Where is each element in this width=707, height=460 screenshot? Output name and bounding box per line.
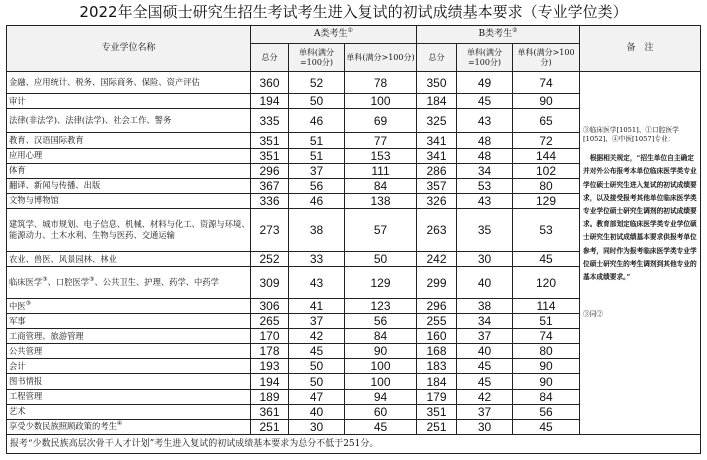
program-name-cell — [7, 344, 251, 359]
a-single-100-cell: 50 — [289, 94, 345, 109]
a-single-100-cell: 46 — [289, 109, 345, 133]
note-n2: 根据相关规定，“招生单位自主确定并对外公布报考本单位临床医学类专业学位硕士研究生进入复试的初试成绩要求，以及接受报考其他单位临床医学类专业学位硕士研究生调剂的初试成绩要求。教育部划定临床医学类专业学位硕士研究生初试成绩基本要求供报考单位参考，同时作为报考临床医学类专业学位硕士研究生的考生调剂到其他专业的基本成绩要求。” — [583, 154, 697, 282]
b-single-over-100-cell: 80 — [513, 178, 580, 193]
b-total-cell: 251 — [417, 419, 457, 434]
a-single-over-100-cell: 78 — [345, 72, 417, 94]
program-name: 教育、汉语国际教育 — [9, 135, 84, 145]
program-name: 军事 — [9, 315, 26, 326]
a-single-100-cell: 40 — [289, 404, 345, 419]
b-single-over-100-cell: 45 — [513, 251, 580, 266]
b-total-cell: 351 — [417, 404, 457, 419]
column-header-a-single-100: 单科(满分=100分) — [289, 44, 345, 72]
program-name-cell — [7, 163, 251, 178]
a-single-100-cell: 52 — [289, 72, 345, 94]
b-single-100-cell: 43 — [457, 193, 513, 208]
b-single-over-100-cell: 129 — [513, 193, 580, 208]
program-name-cell — [7, 389, 251, 404]
program-name-cell — [7, 267, 251, 299]
program-name: 享受少数民族照顾政策的考生 — [9, 421, 117, 432]
b-single-100-cell: 37 — [457, 329, 513, 344]
b-single-100-cell: 34 — [457, 314, 513, 329]
b-total-cell: 350 — [417, 72, 457, 94]
a-single-over-100-cell: 90 — [345, 344, 417, 359]
b-single-over-100-cell: 90 — [513, 94, 580, 109]
a-total-cell: 189 — [251, 389, 289, 404]
b-total-cell: 341 — [417, 133, 457, 148]
program-name-cell — [7, 404, 251, 419]
footnote-mark: ③ — [89, 276, 95, 284]
b-total-cell: 296 — [417, 299, 457, 314]
program-name: 审计 — [9, 95, 26, 106]
program-name: 建筑学、城市规划、电子信息、机械、材料与化工、资源与环境、能源动力、土木水利、生物与医药、交通运输 — [9, 218, 250, 240]
program-name: 图书情报 — [9, 376, 43, 387]
a-single-over-100-cell: 100 — [345, 94, 417, 109]
program-name-cell — [7, 148, 251, 163]
program-name-cell — [7, 374, 251, 389]
a-total-cell: 296 — [251, 163, 289, 178]
b-single-over-100-cell: 102 — [513, 163, 580, 178]
a-single-100-cell: 33 — [289, 251, 345, 266]
b-total-cell: 326 — [417, 193, 457, 208]
program-name: 工商管理、旅游管理 — [9, 330, 84, 341]
b-single-100-cell: 38 — [457, 299, 513, 314]
a-single-100-cell: 37 — [289, 163, 345, 178]
a-total-cell: 335 — [251, 109, 289, 133]
b-single-100-cell: 42 — [457, 389, 513, 404]
column-header-name: 专业学位名称 — [7, 26, 251, 72]
b-single-over-100-cell: 65 — [513, 109, 580, 133]
b-single-over-100-cell: 56 — [513, 404, 580, 419]
a-single-over-100-cell: 60 — [345, 404, 417, 419]
a-single-100-cell: 38 — [289, 208, 345, 251]
a-single-100-cell: 51 — [289, 133, 345, 148]
program-name: 会计 — [9, 360, 26, 371]
a-single-over-100-cell: 123 — [345, 299, 417, 314]
program-name: 翻译、新闻与传播、出版 — [9, 180, 101, 191]
b-single-over-100-cell: 114 — [513, 299, 580, 314]
b-total-cell: 183 — [417, 359, 457, 374]
a-single-over-100-cell: 129 — [345, 267, 417, 299]
b-single-100-cell: 45 — [457, 94, 513, 109]
footer-row — [7, 434, 701, 453]
program-name: 中医 — [9, 300, 26, 311]
a-single-over-100-cell: 57 — [345, 208, 417, 251]
a-total-cell: 193 — [251, 359, 289, 374]
b-single-over-100-cell: 144 — [513, 148, 580, 163]
program-name: 法律(非法学)、法律(法学)、社会工作、警务 — [9, 115, 172, 126]
b-single-over-100-cell: 74 — [513, 329, 580, 344]
b-single-over-100-cell: 45 — [513, 419, 580, 434]
a-total-cell: 170 — [251, 329, 289, 344]
a-single-100-cell: 45 — [289, 344, 345, 359]
note-n3: ③同② — [583, 310, 604, 319]
b-single-over-100-cell: 90 — [513, 359, 580, 374]
program-name-cell — [7, 109, 251, 133]
a-total-cell: 252 — [251, 251, 289, 266]
program-name-cell — [7, 329, 251, 344]
b-single-over-100-cell: 74 — [513, 72, 580, 94]
column-header-b-total: 总分 — [417, 44, 457, 72]
b-total-cell: 299 — [417, 267, 457, 299]
b-total-cell: 184 — [417, 94, 457, 109]
a-total-cell: 361 — [251, 404, 289, 419]
a-single-over-100-cell: 77 — [345, 133, 417, 148]
a-single-100-cell: 46 — [289, 193, 345, 208]
a-total-cell: 351 — [251, 148, 289, 163]
program-name-cell — [7, 193, 251, 208]
b-single-over-100-cell: 51 — [513, 314, 580, 329]
footnote-mark: ④ — [116, 420, 123, 428]
a-single-over-100-cell: 100 — [345, 374, 417, 389]
a-single-100-cell: 37 — [289, 314, 345, 329]
a-total-cell: 351 — [251, 133, 289, 148]
program-name-cell — [7, 359, 251, 374]
b-total-cell: 263 — [417, 208, 457, 251]
b-total-cell: 179 — [417, 389, 457, 404]
column-header-a-single-over-100: 单科(满分>100分) — [345, 44, 417, 72]
b-single-over-100-cell: 53 — [513, 208, 580, 251]
b-total-cell: 184 — [417, 374, 457, 389]
program-name-cell — [7, 72, 251, 94]
a-single-100-cell: 42 — [289, 329, 345, 344]
b-single-100-cell: 48 — [457, 148, 513, 163]
column-header-a-group: A类考生① — [251, 26, 417, 44]
program-name-cell — [7, 178, 251, 193]
a-single-over-100-cell: 138 — [345, 193, 417, 208]
a-total-cell: 360 — [251, 72, 289, 94]
notes-cell — [580, 72, 701, 435]
table-row — [7, 72, 701, 94]
a-single-over-100-cell: 111 — [345, 163, 417, 178]
a-single-over-100-cell: 45 — [345, 419, 417, 434]
a-total-cell: 251 — [251, 419, 289, 434]
a-total-cell: 194 — [251, 94, 289, 109]
a-total-cell: 273 — [251, 208, 289, 251]
program-name: 、公共卫生、护理、药学、中药学 — [94, 277, 219, 288]
program-name-cell — [7, 133, 251, 148]
a-total-cell: 306 — [251, 299, 289, 314]
b-single-100-cell: 49 — [457, 72, 513, 94]
b-total-cell: 341 — [417, 148, 457, 163]
b-single-100-cell: 37 — [457, 404, 513, 419]
b-single-100-cell: 30 — [457, 251, 513, 266]
a-total-cell: 367 — [251, 178, 289, 193]
a-single-over-100-cell: 56 — [345, 314, 417, 329]
program-name: 金融、应用统计、税务、国际商务、保险、资产评估 — [9, 77, 200, 88]
a-single-100-cell: 51 — [289, 148, 345, 163]
b-single-100-cell: 34 — [457, 163, 513, 178]
footnote-mark: ③ — [25, 299, 31, 307]
b-single-100-cell: 40 — [457, 344, 513, 359]
a-single-100-cell: 43 — [289, 267, 345, 299]
footnote-mark: ③ — [42, 276, 48, 284]
program-name-cell — [7, 94, 251, 109]
b-single-over-100-cell: 80 — [513, 344, 580, 359]
score-table — [6, 25, 701, 454]
b-single-100-cell: 30 — [457, 419, 513, 434]
program-name-cell — [7, 251, 251, 266]
b-single-100-cell: 40 — [457, 267, 513, 299]
column-header-notes: 备 注 — [580, 26, 701, 72]
footer-note: 报考“少数民族高层次骨干人才计划”考生进入复试的初试成绩基本要求为总分不低于251分。 — [7, 434, 701, 453]
a-single-over-100-cell: 50 — [345, 251, 417, 266]
b-single-100-cell: 45 — [457, 359, 513, 374]
b-total-cell: 160 — [417, 329, 457, 344]
b-single-over-100-cell: 90 — [513, 374, 580, 389]
column-header-b-single-over-100: 单科(满分>100分) — [513, 44, 580, 72]
b-single-over-100-cell: 84 — [513, 389, 580, 404]
b-total-cell: 357 — [417, 178, 457, 193]
program-name: 工程管理 — [9, 391, 43, 402]
b-total-cell: 325 — [417, 109, 457, 133]
a-single-100-cell: 50 — [289, 359, 345, 374]
program-name: 农业、兽医、风景园林、林业 — [9, 253, 117, 264]
program-name: 文物与博物馆 — [9, 195, 59, 206]
b-total-cell: 286 — [417, 163, 457, 178]
b-total-cell: 168 — [417, 344, 457, 359]
a-total-cell: 336 — [251, 193, 289, 208]
a-single-100-cell: 50 — [289, 374, 345, 389]
b-single-100-cell: 43 — [457, 109, 513, 133]
program-name-cell — [7, 314, 251, 329]
a-single-100-cell: 41 — [289, 299, 345, 314]
a-single-over-100-cell: 94 — [345, 389, 417, 404]
a-single-over-100-cell: 84 — [345, 178, 417, 193]
program-name: 、口腔医学 — [47, 277, 90, 288]
page-title: 2022年全国硕士研究生招生考试考生进入复试的初试成绩基本要求（专业学位类） — [79, 3, 628, 21]
b-total-cell: 242 — [417, 251, 457, 266]
a-single-over-100-cell: 100 — [345, 359, 417, 374]
b-single-over-100-cell: 72 — [513, 133, 580, 148]
program-name-cell — [7, 208, 251, 251]
b-single-100-cell: 35 — [457, 208, 513, 251]
b-single-100-cell: 48 — [457, 133, 513, 148]
program-name: 临床医学 — [9, 277, 43, 288]
a-single-over-100-cell: 84 — [345, 329, 417, 344]
b-single-100-cell: 53 — [457, 178, 513, 193]
b-single-100-cell: 45 — [457, 374, 513, 389]
a-single-over-100-cell: 153 — [345, 148, 417, 163]
program-name: 应用心理 — [9, 150, 43, 161]
a-single-100-cell: 47 — [289, 389, 345, 404]
a-total-cell: 265 — [251, 314, 289, 329]
column-header-b-group: B类考生② — [417, 26, 580, 44]
b-total-cell: 255 — [417, 314, 457, 329]
a-single-100-cell: 56 — [289, 178, 345, 193]
a-total-cell: 194 — [251, 374, 289, 389]
program-name: 公共管理 — [9, 345, 43, 356]
a-total-cell: 178 — [251, 344, 289, 359]
column-header-a-total: 总分 — [251, 44, 289, 72]
program-name-cell — [7, 299, 251, 314]
note-n1: ③临床医学[1051]、①口腔医学[1052]、④中医[1057]专业： — [583, 126, 679, 144]
b-single-over-100-cell: 120 — [513, 267, 580, 299]
program-name-cell — [7, 419, 251, 434]
a-single-100-cell: 30 — [289, 419, 345, 434]
a-single-over-100-cell: 69 — [345, 109, 417, 133]
a-total-cell: 309 — [251, 267, 289, 299]
program-name: 艺术 — [9, 406, 26, 417]
program-name: 体育 — [9, 165, 26, 176]
column-header-b-single-100: 单科(满分=100分) — [457, 44, 513, 72]
